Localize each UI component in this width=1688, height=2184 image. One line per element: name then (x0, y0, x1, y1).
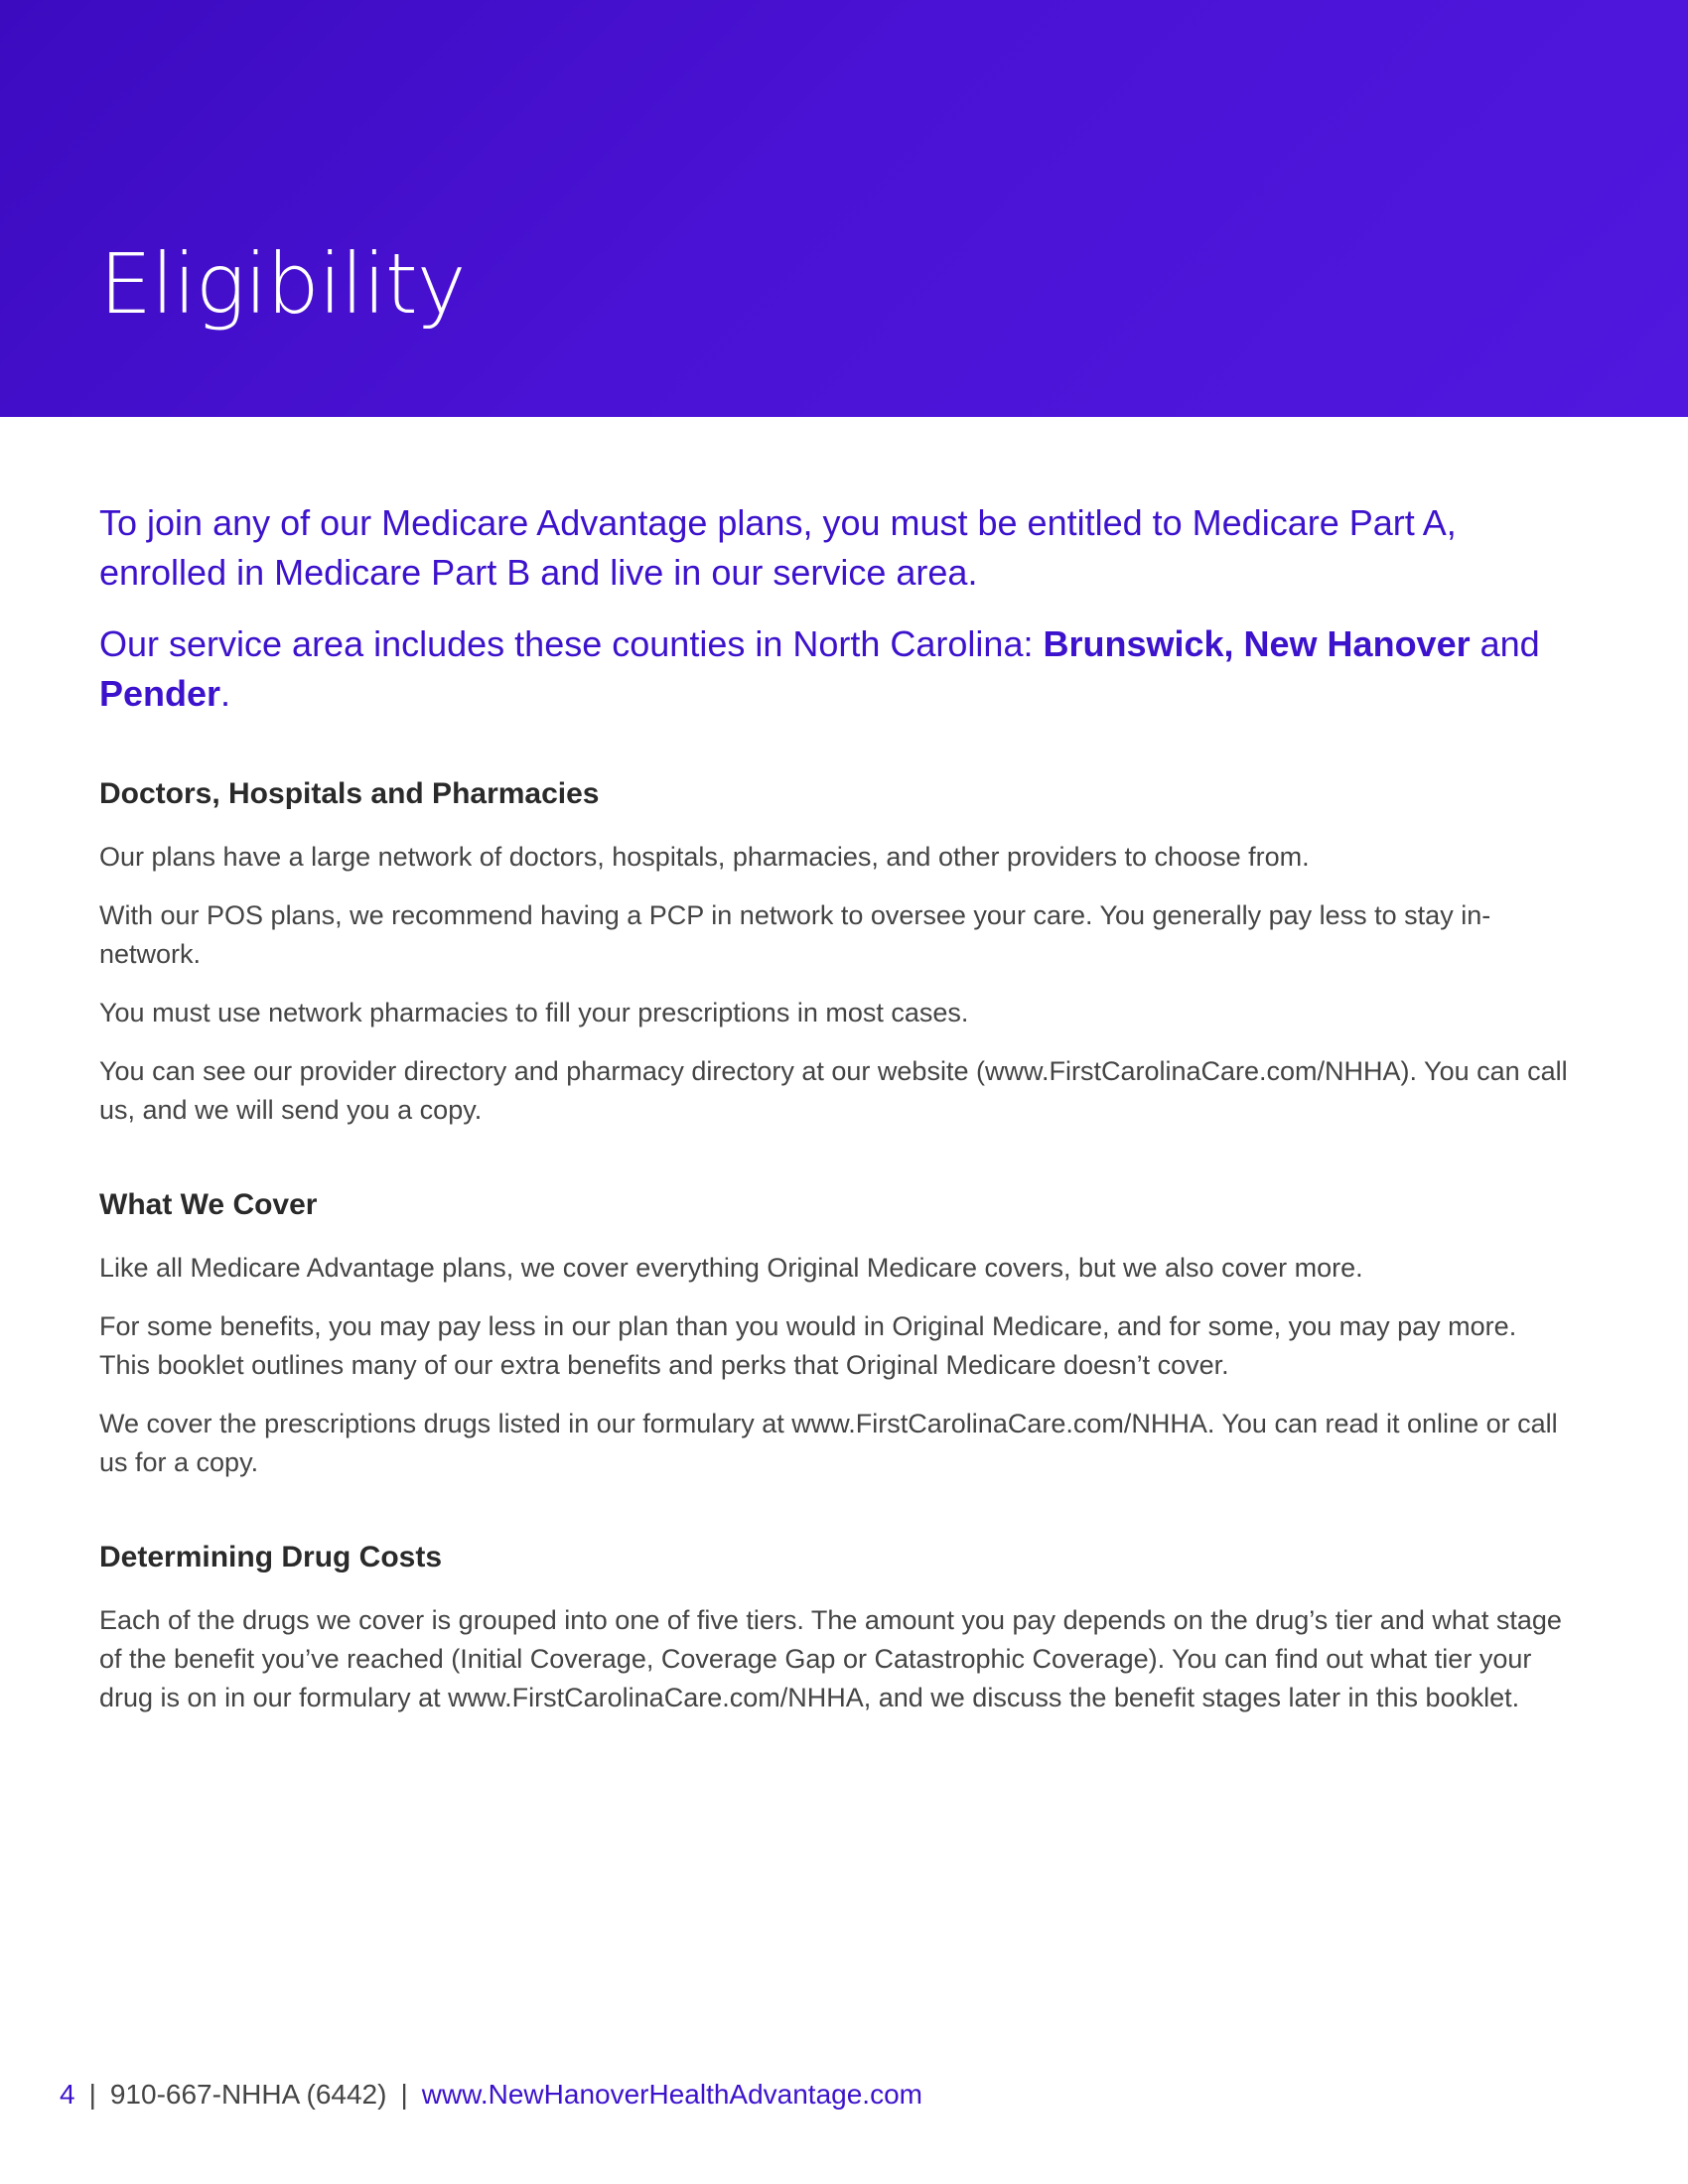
intro-eligibility-requirements: To join any of our Medicare Advantage plans, you must be entitled to Medicare Part A, enrolled in Medicare Part B and live in our service area. (99, 502, 1457, 593)
paragraph: Like all Medicare Advantage plans, we cover everything Original Medicare covers, but we also cover more. (99, 1253, 1363, 1283)
paragraph: With our POS plans, we recommend having a PCP in network to oversee your care. You generally pay less to stay in-network. (99, 900, 1491, 969)
paragraph: Our plans have a large network of doctors, hospitals, pharmacies, and other providers to choose from. (99, 842, 1310, 872)
section-what-we-cover (99, 1185, 1569, 1482)
section-heading: What We Cover (99, 1188, 318, 1221)
page-number: 4 (60, 2079, 75, 2110)
service-area-suffix: . (220, 673, 231, 714)
header-band (0, 0, 1688, 417)
paragraph: You can see our provider directory and pharmacy directory at our website (www.FirstCarolinaCare.com/NHHA). You can call us, and we will send you a copy. (99, 1056, 1568, 1125)
page-footer (60, 2077, 922, 2113)
service-area-counties-1: Brunswick, New Hanover (1043, 623, 1471, 664)
paragraph: Each of the drugs we cover is grouped into one of five tiers. The amount you pay depends on the drug’s tier and what stage of the benefit you’ve reached (Initial Coverage, Coverage Gap or Catastrophic Coverage). You can find out what tier your drug is on in our formulary at www.FirstCarolinaCare.com/NHHA, and we discuss the benefit stages later in this booklet. (99, 1605, 1562, 1712)
section-determining-drug-costs (99, 1538, 1569, 1717)
footer-separator: | (88, 2079, 96, 2110)
footer-separator: | (400, 2079, 408, 2110)
section-heading: Determining Drug Costs (99, 1541, 443, 1573)
footer-phone: 910-667-NHHA (6442) (109, 2079, 387, 2110)
section-doctors-hospitals-pharmacies (99, 774, 1569, 1130)
service-area-and: and (1470, 623, 1540, 664)
service-area-prefix: Our service area includes these counties in North Carolina: (99, 623, 1044, 664)
paragraph: You must use network pharmacies to fill your prescriptions in most cases. (99, 998, 969, 1027)
main-content (99, 498, 1569, 1737)
page-title: Eligibility (99, 235, 466, 333)
service-area-counties-2: Pender (99, 673, 221, 714)
paragraph: For some benefits, you may pay less in our plan than you would in Original Medicare, and for some, you may pay more. This booklet outlines many of our extra benefits and perks that Original Medicare doesn’t cover. (99, 1311, 1517, 1380)
paragraph: We cover the prescriptions drugs listed in our formulary at www.FirstCarolinaCare.com/NHHA. You can read it online or call us for a copy. (99, 1409, 1558, 1477)
intro-service-area (99, 619, 1569, 719)
section-heading: Doctors, Hospitals and Pharmacies (99, 777, 600, 810)
footer-website-link[interactable]: www.NewHanoverHealthAdvantage.com (421, 2079, 922, 2110)
